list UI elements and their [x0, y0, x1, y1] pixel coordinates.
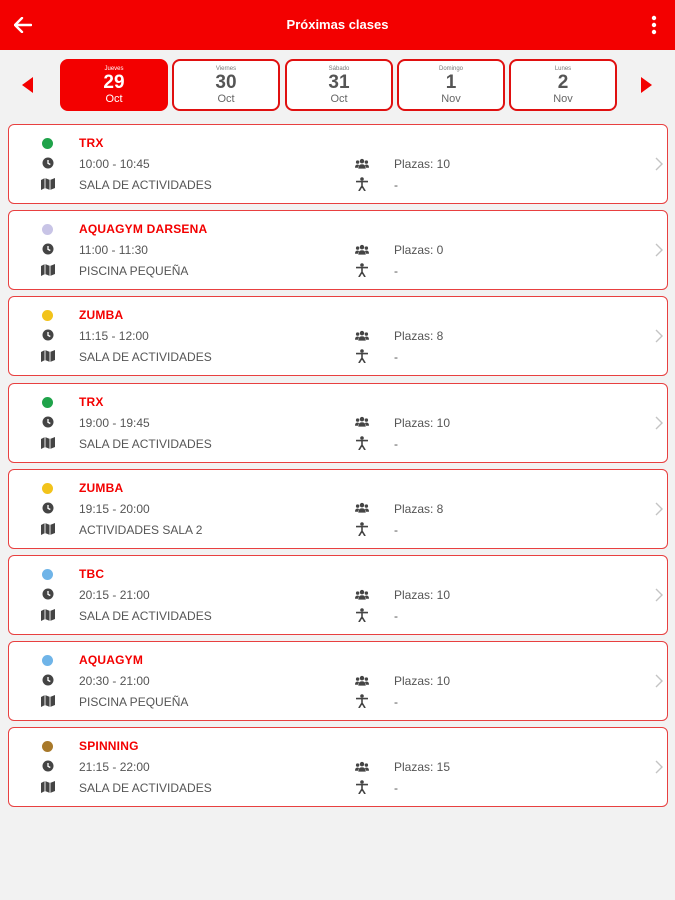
clock-icon [41, 501, 55, 515]
class-plazas: Plazas: 10 [394, 674, 451, 689]
day-number: 30 [215, 72, 237, 93]
map-icon [41, 436, 55, 450]
group-icon [355, 673, 369, 687]
class-color-dot [42, 310, 53, 321]
class-color-dot [42, 655, 53, 666]
person-icon [355, 608, 369, 622]
day-month: Oct [330, 93, 348, 105]
class-instructor: - [394, 178, 398, 192]
class-card[interactable] [8, 555, 668, 635]
person-icon [355, 522, 369, 536]
class-instructor: - [394, 609, 398, 623]
map-icon [41, 263, 55, 277]
day-tab[interactable] [172, 59, 280, 111]
person-icon [355, 263, 369, 277]
class-room: SALA DE ACTIVIDADES [79, 781, 212, 796]
person-icon [355, 694, 369, 708]
chevron-right-icon [654, 157, 664, 171]
map-icon [41, 694, 55, 708]
class-color-dot [42, 569, 53, 580]
chevron-right-icon [654, 674, 664, 688]
page-title: Próximas clases [286, 17, 389, 32]
map-icon [41, 608, 55, 622]
clock-icon [41, 673, 55, 687]
next-dates-arrow-icon[interactable] [638, 76, 654, 94]
day-month: Nov [553, 93, 573, 105]
class-card[interactable] [8, 641, 668, 721]
class-instructor: - [394, 522, 398, 537]
day-number: 29 [103, 72, 125, 93]
class-room: ACTIVIDADES SALA 2 [79, 522, 203, 537]
chevron-right-icon [654, 588, 664, 602]
group-icon [355, 242, 369, 256]
class-color-dot [42, 483, 53, 494]
class-name: ZUMBA [79, 308, 124, 323]
person-icon [355, 436, 369, 450]
chevron-right-icon [654, 416, 664, 430]
class-name: ZUMBA [79, 480, 124, 495]
day-name: Sábado [328, 66, 350, 72]
class-card[interactable] [8, 296, 668, 376]
day-tab[interactable] [509, 59, 617, 111]
date-selector [0, 50, 675, 120]
person-icon [355, 177, 369, 191]
class-time: 21:15 - 22:00 [79, 760, 150, 775]
map-icon [41, 522, 55, 536]
clock-icon [41, 415, 55, 429]
day-name: Jueves [104, 66, 124, 72]
class-time: 11:00 - 11:30 [79, 243, 148, 258]
clock-icon [41, 759, 55, 773]
class-plazas: Plazas: 0 [394, 243, 444, 258]
chevron-right-icon [654, 760, 664, 774]
day-month: Oct [105, 93, 123, 105]
class-plazas: Plazas: 15 [394, 760, 451, 775]
class-time: 19:15 - 20:00 [79, 501, 150, 516]
map-icon [41, 780, 55, 794]
group-icon [355, 328, 369, 342]
clock-icon [41, 328, 55, 342]
person-icon [355, 349, 369, 363]
group-icon [355, 501, 369, 515]
class-room: SALA DE ACTIVIDADES [79, 609, 212, 623]
class-card[interactable] [8, 210, 668, 290]
class-time: 19:00 - 19:45 [79, 415, 150, 430]
day-number: 1 [445, 72, 457, 93]
chevron-right-icon [654, 502, 664, 516]
class-instructor: - [394, 264, 398, 279]
class-time: 20:15 - 21:00 [79, 588, 150, 602]
day-name: Domingo [438, 66, 463, 72]
class-name: TRX [79, 136, 104, 150]
class-plazas: Plazas: 10 [394, 157, 451, 171]
class-instructor: - [394, 350, 398, 365]
clock-icon [41, 156, 55, 170]
group-icon [355, 415, 369, 429]
class-name: SPINNING [79, 739, 139, 754]
day-tab[interactable] [60, 59, 168, 111]
clock-icon [41, 587, 55, 601]
map-icon [41, 349, 55, 363]
day-number: 2 [557, 72, 569, 93]
class-plazas: Plazas: 8 [394, 501, 444, 516]
more-vertical-icon[interactable] [643, 12, 665, 38]
class-card[interactable] [8, 469, 668, 549]
class-room: SALA DE ACTIVIDADES [79, 436, 212, 451]
class-color-dot [42, 397, 53, 408]
class-plazas: Plazas: 10 [394, 415, 451, 430]
class-room: SALA DE ACTIVIDADES [79, 350, 212, 365]
day-tab[interactable] [397, 59, 505, 111]
class-card[interactable] [8, 727, 668, 807]
prev-dates-arrow-icon[interactable] [20, 76, 36, 94]
map-icon [41, 177, 55, 191]
class-instructor: - [394, 436, 398, 451]
day-month: Oct [217, 93, 235, 105]
class-color-dot [42, 138, 53, 149]
class-instructor: - [394, 781, 398, 796]
chevron-right-icon [654, 243, 664, 257]
class-time: 10:00 - 10:45 [79, 157, 150, 171]
clock-icon [41, 242, 55, 256]
group-icon [355, 587, 369, 601]
class-card[interactable] [8, 124, 668, 204]
app-header [0, 0, 675, 50]
day-name: Viernes [215, 66, 237, 72]
class-instructor: - [394, 695, 398, 710]
class-name: TRX [79, 394, 104, 409]
class-time: 20:30 - 21:00 [79, 674, 150, 689]
class-room: SALA DE ACTIVIDADES [79, 178, 212, 192]
day-name: Lunes [554, 66, 572, 72]
class-color-dot [42, 224, 53, 235]
class-name: AQUAGYM [79, 653, 144, 668]
class-color-dot [42, 741, 53, 752]
day-tab[interactable] [285, 59, 393, 111]
day-number: 31 [328, 72, 350, 93]
group-icon [355, 156, 369, 170]
day-month: Nov [441, 93, 461, 105]
person-icon [355, 780, 369, 794]
chevron-right-icon [654, 329, 664, 343]
class-room: PISCINA PEQUEÑA [79, 695, 189, 710]
class-name: AQUAGYM DARSENA [79, 222, 208, 237]
class-plazas: Plazas: 10 [394, 588, 451, 602]
class-room: PISCINA PEQUEÑA [79, 264, 189, 279]
class-card[interactable] [8, 383, 668, 463]
class-plazas: Plazas: 8 [394, 329, 444, 344]
class-name: TBC [79, 567, 105, 581]
class-time: 11:15 - 12:00 [79, 329, 149, 344]
group-icon [355, 759, 369, 773]
